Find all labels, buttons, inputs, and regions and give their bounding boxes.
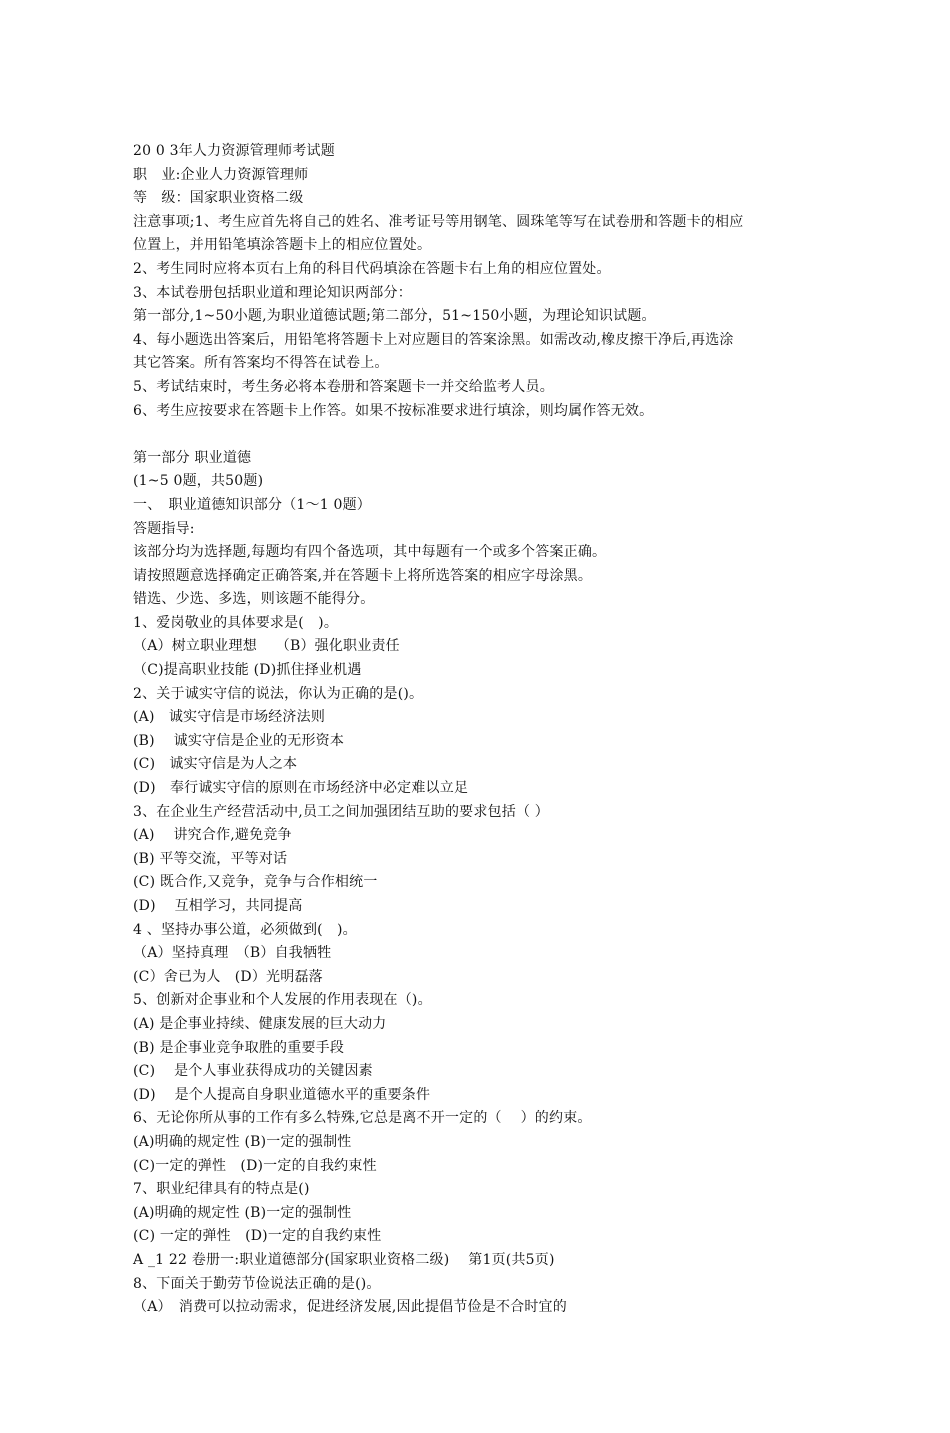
level-line: 等 级：国家职业资格二级 [133, 190, 304, 207]
question-line: (C）舍已为人 (D）光明磊落 [133, 968, 323, 985]
question-line: 6、无论你所从事的工作有多么特殊,它总是离不开一定的（ ）的约束。 [133, 1110, 592, 1127]
question-line: 7、职业纪律具有的特点是() [133, 1181, 310, 1198]
question-line: (A) 是企事业持续、健康发展的巨大动力 [133, 1015, 387, 1032]
question-line: （A） 消费可以拉动需求，促进经济发展,因此提倡节俭是不合时宜的 [133, 1299, 567, 1316]
question-line: (C) 既合作,又竞争，竞争与合作相统一 [133, 874, 378, 891]
question-line: 5、创新对企事业和个人发展的作用表现在（)。 [133, 992, 432, 1009]
question-line: （A）树立职业理想 （B）强化职业责任 [133, 638, 400, 655]
question-line: 8、下面关于勤劳节俭说法正确的是()。 [133, 1275, 381, 1292]
question-line: (D) 互相学习，共同提高 [133, 898, 303, 914]
notes-line: 2、考生同时应将本页右上角的科目代码填涂在答题卡右上角的相应位置处。 [133, 260, 611, 277]
notes-line: 5、考试结束时，考生务必将本卷册和答案题卡一并交给监考人员。 [133, 378, 554, 395]
part-range: (1~5 0题，共50题) [133, 473, 264, 490]
blank-line [133, 423, 833, 447]
question-line: 4 、坚持办事公道，必须做到( )。 [133, 921, 357, 938]
document-body [133, 140, 833, 1320]
section-heading: 一、 职业道德知识部分（1～1 0题） [133, 496, 371, 513]
question-line: (B) 是企事业竞争取胜的重要手段 [133, 1039, 345, 1056]
part-heading: 第一部分 职业道德 [133, 449, 252, 466]
page-footer: A _1 22 卷册一:职业道德部分(国家职业资格二级) 第1页(共5页) [133, 1251, 555, 1268]
question-line: (D) 是个人提高自身职业道德水平的重要条件 [133, 1086, 431, 1103]
document-title: 20 0 3年人力资源管理师考试题 [133, 143, 335, 159]
guide-title: 答题指导: [133, 520, 195, 537]
question-line: （A）坚持真理 （B）自我牺牲 [133, 945, 332, 962]
question-line: (C) 是个人事业获得成功的关键因素 [133, 1063, 373, 1080]
question-line: (C) 一定的弹性 (D)一定的自我约束性 [133, 1228, 382, 1245]
notes-line: 4、每小题选出答案后，用铅笔将答题卡上对应题目的答案涂黑。如需改动,橡皮擦干净后,再选涂 [133, 331, 734, 348]
profession-line: 职 业:企业人力资源管理师 [133, 166, 309, 183]
question-line: (D) 奉行诚实守信的原则在市场经济中必定难以立足 [133, 780, 469, 797]
guide-line: 请按照题意选择确定正确答案,并在答题卡上将所选答案的相应字母涂黑。 [133, 567, 593, 584]
question-line: (B) 平等交流，平等对话 [133, 850, 288, 867]
question-line: 1、爱岗敬业的具体要求是( )。 [133, 614, 339, 631]
question-line: 3、在企业生产经营活动中,员工之间加强团结互助的要求包括（ ） [133, 803, 550, 820]
guide-line: 错选、少选、多选，则该题不能得分。 [133, 591, 375, 608]
notes-line: 第一部分,1~50小题,为职业道德试题;第二部分，51~150小题，为理论知识试题。 [133, 308, 656, 325]
guide-line: 该部分均为选择题,每题均有四个备选项，其中每题有一个或多个答案正确。 [133, 544, 607, 561]
notes-line: 6、考生应按要求在答题卡上作答。如果不按标准要求进行填涂，则均属作答无效。 [133, 402, 654, 419]
question-line: (B) 诚实守信是企业的无形资本 [133, 732, 345, 749]
question-line: (A)明确的规定性 (B)一定的强制性 [133, 1204, 352, 1221]
question-line: (A) 讲究合作,避免竞争 [133, 827, 292, 844]
notes-line: 3、本试卷册包括职业道和理论知识两部分： [133, 284, 412, 301]
question-line: (A)明确的规定性 (B)一定的强制性 [133, 1133, 352, 1150]
question-line: (A) 诚实守信是市场经济法则 [133, 709, 326, 726]
question-line: (C)一定的弹性 (D)一定的自我约束性 [133, 1157, 377, 1174]
question-line: （C)提高职业技能 (D)抓住择业机遇 [133, 662, 362, 679]
notes-line: 其它答案。所有答案均不得答在试卷上。 [133, 355, 389, 372]
question-line: 2、关于诚实守信的说法，你认为正确的是()。 [133, 685, 424, 702]
notes-line: 注意事项;1、考生应首先将自己的姓名、准考证号等用钢笔、圆珠笔等写在试卷册和答题卡的相应 [133, 213, 744, 230]
question-line: (C) 诚实守信是为人之本 [133, 756, 298, 773]
notes-line: 位置上，并用铅笔填涂答题卡上的相应位置处。 [133, 237, 432, 254]
